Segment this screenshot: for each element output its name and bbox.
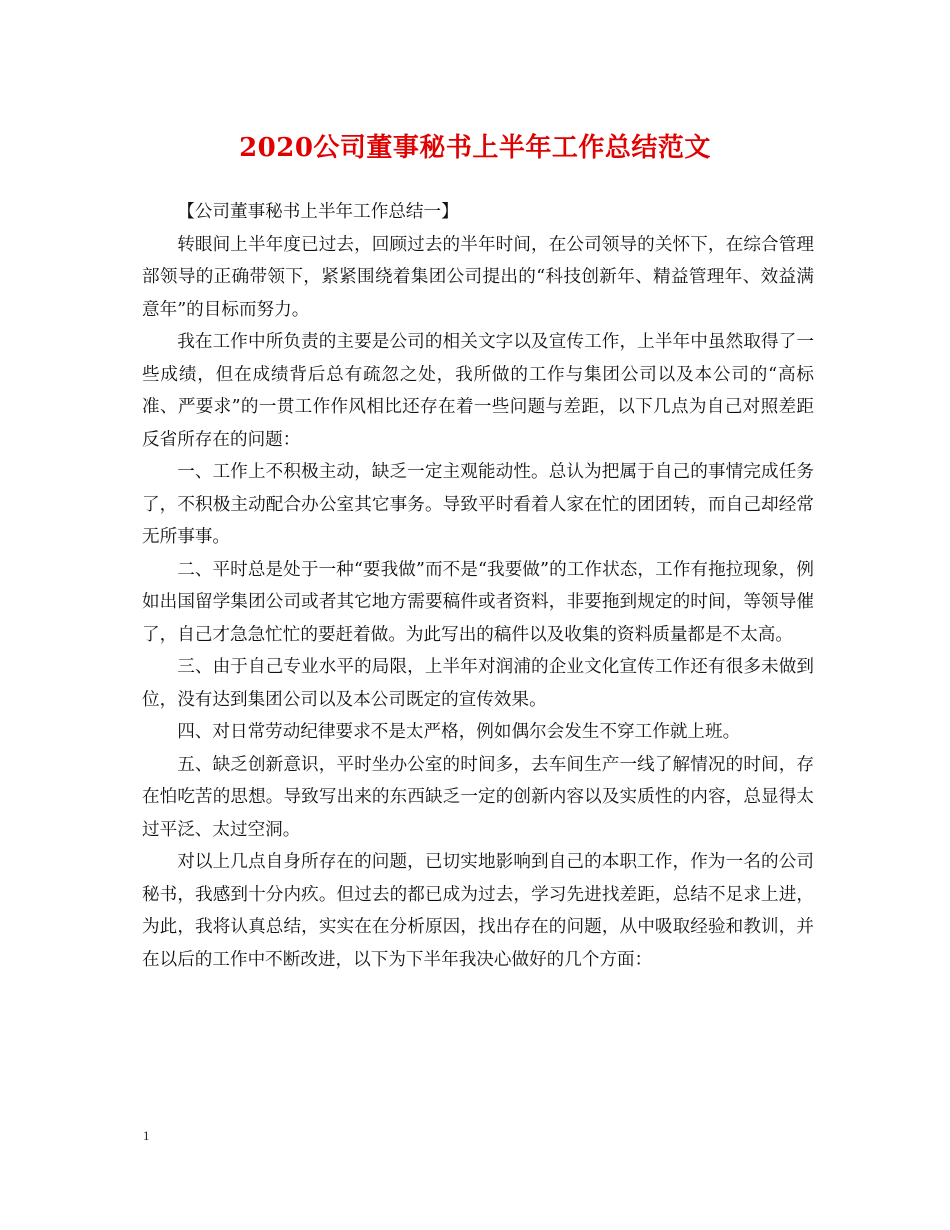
page-number: 1 [143,1128,150,1143]
paragraph: 转眼间上半年度已过去，回顾过去的半年时间，在公司领导的关怀下，在综合管理部领导的正确带领下，紧紧围绕着集团公司提出的“科技创新年、精益管理年、效益满意年”的目标而努力。 [142,234,814,320]
document-title: 2020公司董事秘书上半年工作总结范文 [239,133,711,163]
document-body [142,196,814,976]
section-heading: 【公司董事秘书上半年工作总结一】 [177,202,459,222]
paragraph: 一、工作上不积极主动，缺乏一定主观能动性。总认为把属于自己的事情完成任务了，不积极主动配合办公室其它事务。导致平时看着人家在忙的团团转，而自己却经常无所事事。 [142,462,814,547]
paragraph: 三、由于自己专业水平的局限，上半年对润浦的企业文化宣传工作还有很多未做到位，没有达到集团公司以及本公司既定的宣传效果。 [142,657,814,710]
paragraph: 五、缺乏创新意识，平时坐办公室的时间多，去车间生产一线了解情况的时间，存在怕吃苦的思想。导致写出来的东西缺乏一定的创新内容以及实质性的内容，总显得太过平泛、太过空洞。 [142,754,814,840]
paragraph: 二、平时总是处于一种“要我做”而不是“我要做”的工作状态，工作有拖拉现象，例如出国留学集团公司或者其它地方需要稿件或者资料，非要拖到规定的时间，等领导催了，自己才急急忙忙的要赶着做。为此写出的稿件以及收集的资料质量都是不太高。 [142,559,814,645]
paragraph: 对以上几点自身所存在的问题，已切实地影响到自己的本职工作，作为一名的公司秘书，我感到十分内疚。但过去的都已成为过去，学习先进找差距，总结不足求上进，为此，我将认真总结，实实在在分析原因，找出存在的问题，从中吸取经验和教训，并在以后的工作中不断改进，以下为下半年我决心做好的几个方面： [142,852,814,970]
paragraph: 四、对日常劳动纪律要求不是太严格，例如偶尔会发生不穿工作就上班。 [177,722,741,742]
paragraph: 我在工作中所负责的主要是公司的相关文字以及宣传工作，上半年中虽然取得了一些成绩，但在成绩背后总有疏忽之处，我所做的工作与集团公司以及本公司的“高标准、严要求”的一贯工作作风相比还存在着一些问题与差距，以下几点为自己对照差距反省所存在的问题： [142,332,814,450]
